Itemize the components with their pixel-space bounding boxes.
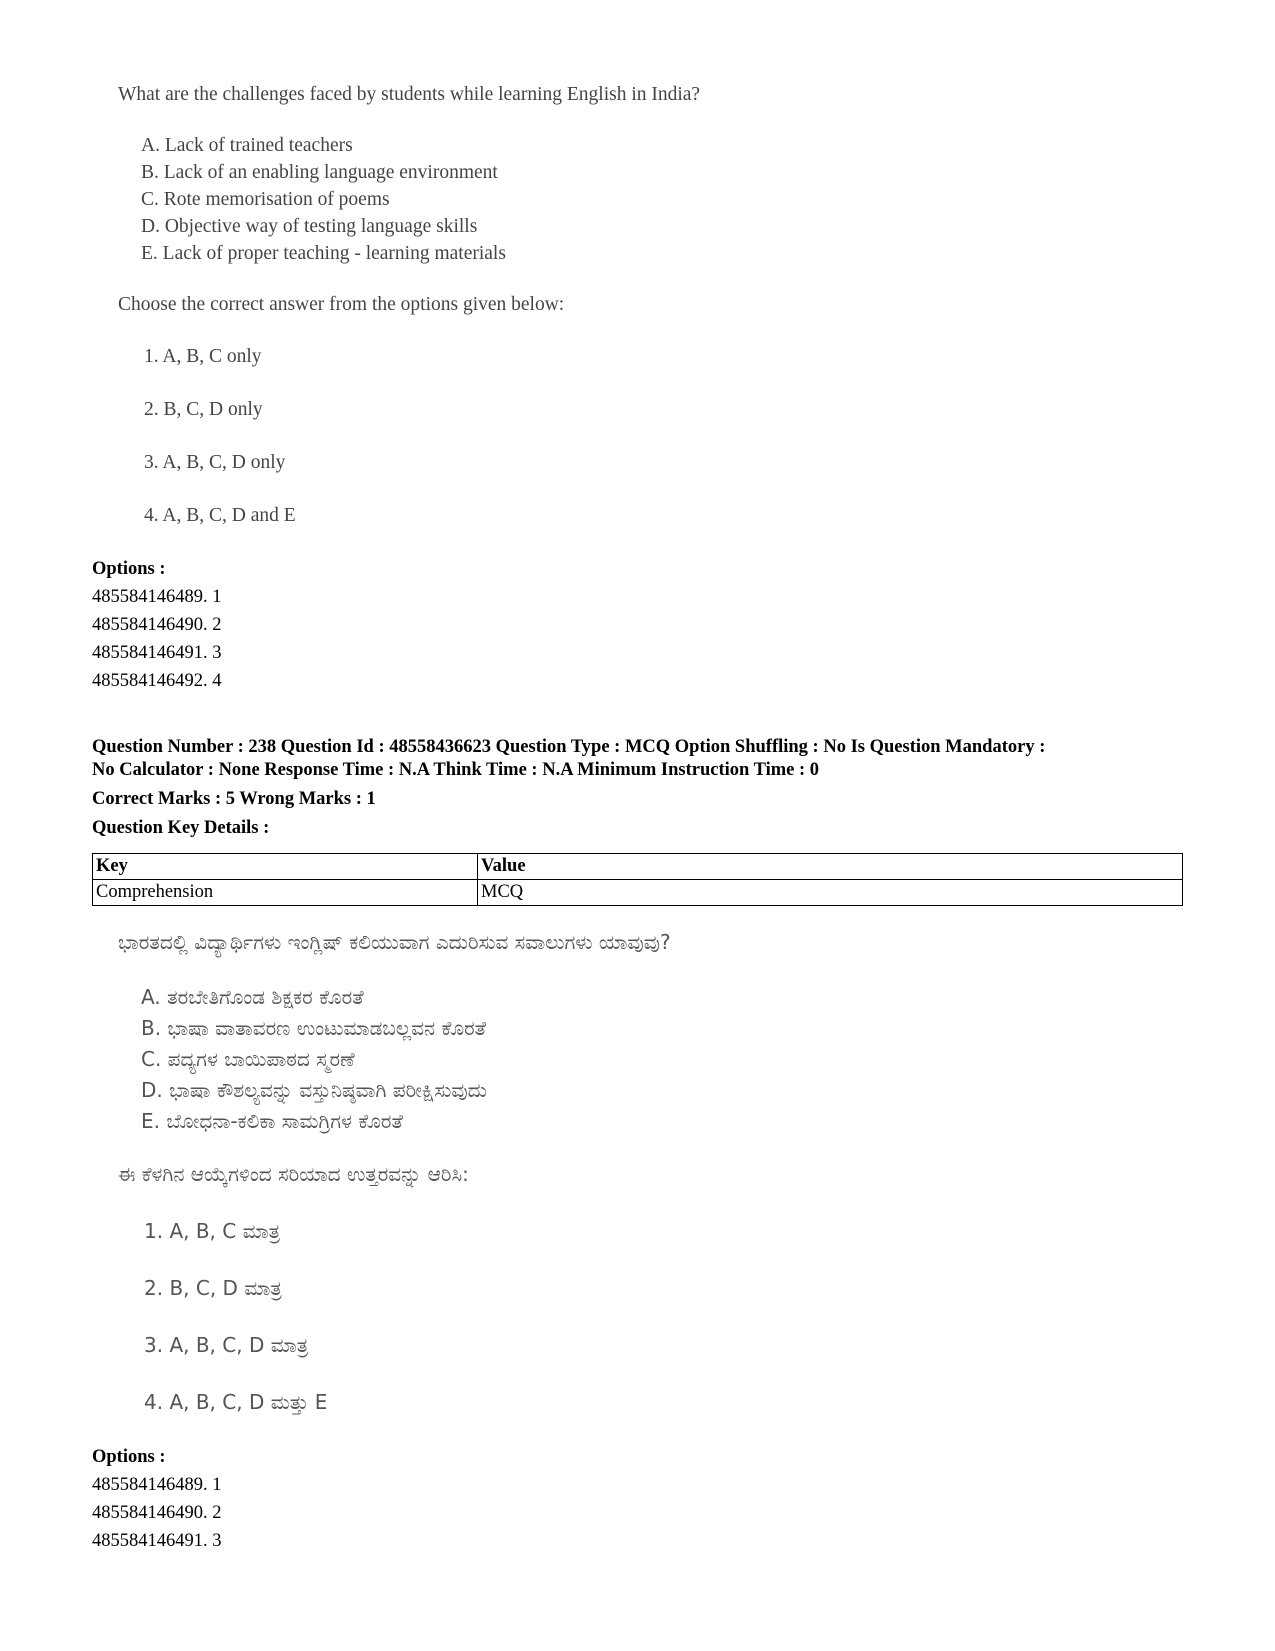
question-meta-line1: Question Number : 238 Question Id : 48558436623 Question Type : MCQ Option Shuffling : No Is Question Mandatory : [92,737,1046,757]
choice-4-kn: 4. A, B, C, D ಮತ್ತು E [144,1390,328,1414]
table-row [93,880,1183,906]
option-item: 485584146492. 4 [92,671,222,691]
key-details-label: Question Key Details : [92,818,270,838]
header-key: Key [93,854,478,880]
statement-b-kn: B. ಭಾಷಾ ವಾತಾವರಣ ಉಂಟುಮಾಡಬಲ್ಲವನ ಕೊರತೆ [141,1016,487,1040]
options-label: Options : [92,1447,166,1467]
cell-value: MCQ [478,880,1183,906]
statement-d: D. Objective way of testing language skills [141,216,478,237]
key-details-table [92,853,1183,906]
option-item: 485584146491. 3 [92,643,222,663]
options-label: Options : [92,559,166,579]
choice-1: 1. A, B, C only [144,346,262,367]
statement-e: E. Lack of proper teaching - learning materials [141,243,506,264]
statement-c: C. Rote memorisation of poems [141,189,390,210]
statement-a-kn: A. ತರಬೇತಿಗೊಂಡ ಶಿಕ್ಷಕರ ಕೊರತೆ [141,985,364,1009]
question-meta-line2: No Calculator : None Response Time : N.A Think Time : N.A Minimum Instruction Time : 0 [92,760,820,780]
question-stem-kn: ಭಾರತದಲ್ಲಿ ವಿದ್ಯಾರ್ಥಿಗಳು ಇಂಗ್ಲಿಷ್ ಕಲಿಯುವಾಗ ಎದುರಿಸುವ ಸವಾಲುಗಳು ಯಾವುವು? [118,930,671,954]
statement-b: B. Lack of an enabling language environment [141,162,498,183]
instruction-kn: ಈ ಕೆಳಗಿನ ಆಯ್ಕೆಗಳಿಂದ ಸರಿಯಾದ ಉತ್ತರವನ್ನು ಆರಿಸಿ: [118,1162,469,1186]
choice-4: 4. A, B, C, D and E [144,505,296,526]
option-item: 485584146490. 2 [92,1503,222,1523]
statement-a: A. Lack of trained teachers [141,135,353,156]
table-header-row [93,854,1183,880]
instruction: Choose the correct answer from the options given below: [118,294,565,315]
statement-d-kn: D. ಭಾಷಾ ಕೌಶಲ್ಯವನ್ನು ವಸ್ತುನಿಷ್ಠವಾಗಿ ಪರೀಕ್ಷಿಸುವುದು [141,1078,487,1102]
cell-key: Comprehension [93,880,478,906]
statement-c-kn: C. ಪದ್ಯಗಳ ಬಾಯಿಪಾಠದ ಸ್ಮರಣೆ [141,1047,355,1071]
marks-line: Correct Marks : 5 Wrong Marks : 1 [92,789,376,809]
choice-2-kn: 2. B, C, D ಮಾತ್ರ [144,1276,282,1300]
option-item: 485584146490. 2 [92,615,222,635]
statement-e-kn: E. ಬೋಧನಾ-ಕಲಿಕಾ ಸಾಮಗ್ರಿಗಳ ಕೊರತೆ [141,1109,403,1133]
choice-2: 2. B, C, D only [144,399,263,420]
option-item: 485584146489. 1 [92,587,222,607]
choice-1-kn: 1. A, B, C ಮಾತ್ರ [144,1219,281,1243]
header-value: Value [478,854,1183,880]
option-item: 485584146489. 1 [92,1475,222,1495]
choice-3: 3. A, B, C, D only [144,452,286,473]
option-item: 485584146491. 3 [92,1531,222,1551]
question-stem: What are the challenges faced by students while learning English in India? [118,84,701,105]
choice-3-kn: 3. A, B, C, D ಮಾತ್ರ [144,1333,309,1357]
